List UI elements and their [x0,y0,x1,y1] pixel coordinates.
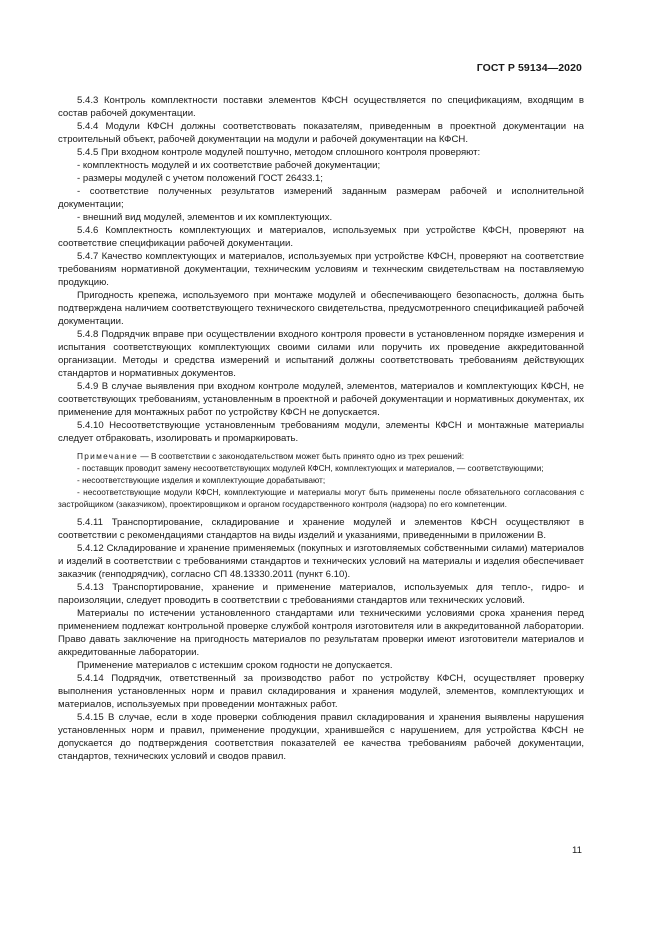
page-number: 11 [572,845,582,856]
paragraph: 5.4.8 Подрядчик вправе при осуществлении входного контроля провести в установленном порядке измерения и испытания соответствующих комплектующих своими силами или поручить их проведение аккредитованной организации. Методы и средства измерений и испытаний должны соответствовать требованиям действующих стандартов и нормативных документов. [58,329,584,379]
paragraph: 5.4.7 Качество комплектующих и материалов, используемых при устройстве КФСН, проверяют на соответствие требованиям нормативной документации, техническим условиям и технческим свидетельствам на поставляемую продукцию. [58,251,584,288]
note-item: - несоответствующие изделия и комплектующие дорабатывают; [77,475,326,485]
paragraph: 5.4.13 Транспортирование, хранение и применение материалов, используемых для тепло-, гидро- и пароизоляции, следует проводить в соответствии с требованиями стандартов или технических условий. [58,582,584,606]
list-item: - размеры модулей с учетом положений ГОСТ 26433.1; [77,173,323,184]
paragraph: 5.4.4 Модули КФСН должны соответствовать показателям, приведенным в проектной документации на строительный объект, рабочей документации на модули и рабочей документации на КФСН. [58,121,584,145]
paragraph: 5.4.15 В случае, если в ходе проверки соблюдения правил складирования и хранения выявлены нарушения установленных норм и правил, применение продукции, хранившейся с нарушением, для устройства КФСН не допускается до подтверждения соответствия показателей ее качества требованиям рабочей документации, стандартов, технических условий и сводов правил. [58,712,584,762]
note-item: - поставщик проводит замену несоответствующих модулей КФСН, комплектующих и материалов, — соответствующими; [77,463,544,473]
paragraph: 5.4.9 В случае выявления при входном контроле модулей, элементов, материалов и комплектующих КФСН, не соответствующих требованиям, установленным в проектной и рабочей документации и нормативных документах, их применение для монтажных работ по устройству КФСН не допускается. [58,381,584,418]
paragraph: 5.4.3 Контроль комплектности поставки элементов КФСН осуществляется по спецификациям, входящим в состав рабочей документации. [58,95,584,119]
paragraph: Применение материалов с истекшим сроком годности не допускается. [77,660,393,671]
paragraph: Пригодность крепежа, используемого при монтаже модулей и обеспечивающего безопасность, должна быть подтверждена наличием соответствующего технического свидетельства, предусмотренного спецификацией рабочей документации. [58,290,584,327]
note-heading [58,450,584,462]
note-item: - несоответствующие модули КФСН, комплектующие и материалы могут быть применены после обязательного согласования с застройщиком (заказчиком), проектировщиком и органом государственного контроля (надзора) по его компетенции. [58,487,584,509]
paragraph: 5.4.10 Несоответствующие установленным требованиям модули, элементы КФСН и монтажные материалы следует отбраковать, изолировать и промаркировать. [58,420,584,444]
standard-header: ГОСТ Р 59134—2020 [476,62,582,74]
paragraph: 5.4.6 Комплектность комплектующих и материалов, используемых при устройстве КФСН, проверяют на соответствие спецификации рабочей документации. [58,225,584,249]
note-intro: — В соответствии с законодательством может быть принято одно из трех решений: [138,451,465,461]
document-body [58,94,584,763]
note-label: Примечание [77,451,139,461]
list-item: - комплектность модулей и их соответствие рабочей документации; [77,160,381,171]
paragraph: 5.4.11 Транспортирование, складирование и хранение модулей и элементов КФСН осуществляют в соответствии с рекомендациями стандартов на виды изделий и указаниями, приведенными в приложении В. [58,517,584,541]
paragraph: 5.4.14 Подрядчик, ответственный за производство работ по устройству КФСН, осуществляет проверку выполнения установленных норм и правил складирования и хранения модулей, элементов, комплектующих и материалов, используемых при проведении монтажных работ. [58,673,584,710]
list-item: - соответствие полученных результатов измерений заданным размерам рабочей и исполнительной документации; [58,186,584,210]
paragraph: Материалы по истечении установленного стандартами или техническими условиями срока хранения перед применением подлежат контрольной проверке службой контроля изготовителя или в аккредитованной лаборатории. Право давать заключение на пригодность материалов по результатам проверки имеют изготовители материалов и аккредитованные лаборатории. [58,608,584,658]
paragraph: 5.4.12 Складирование и хранение применяемых (покупных и изготовляемых собственными силами) материалов и изделий в соответствии с требованиями стандартов и технических условий на материалы и изделия обеспечивает заказчик (генподрядчик), согласно СП 48.13330.2011 (пункт 6.10). [58,543,584,580]
paragraph: 5.4.5 При входном контроле модулей поштучно, методом сплошного контроля проверяют: [77,147,481,158]
list-item: - внешний вид модулей, элементов и их комплектующих. [77,212,333,223]
